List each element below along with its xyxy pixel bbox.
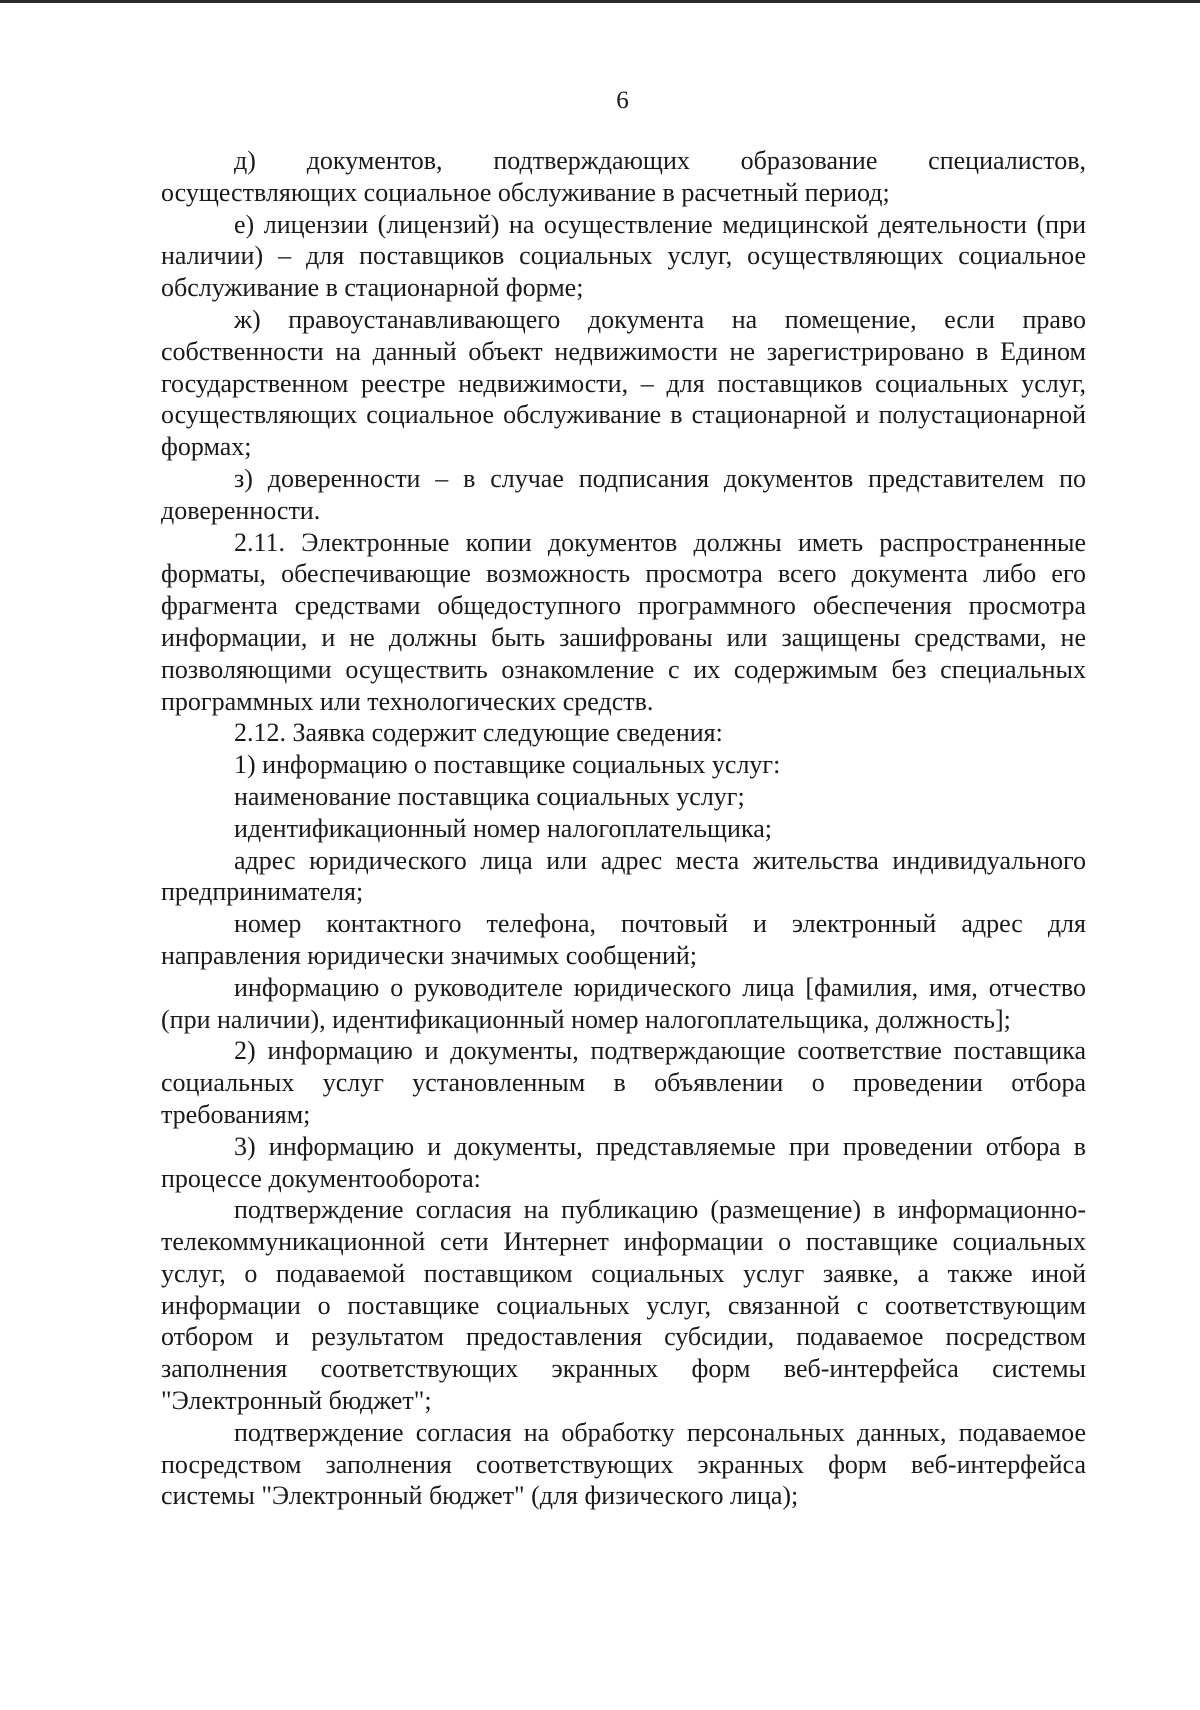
scan-top-edge <box>0 0 1200 3</box>
paragraph-list-1: 1) информацию о поставщике социальных услуг: <box>234 750 781 780</box>
paragraph-item-e: е) лицензии (лицензий) на осуществление медицинской деятельности (при наличии) – для поставщиков социальных услуг, осуществляющих социальное обслуживание в стационарной форме; <box>161 209 1086 303</box>
paragraph-provider-name: наименование поставщика социальных услуг; <box>234 781 745 811</box>
paragraph-contacts: номер контактного телефона, почтовый и электронный адрес для направления юридически значимых сообщений; <box>161 909 1086 970</box>
paragraph-clause-2-12: 2.12. Заявка содержит следующие сведения: <box>234 718 723 748</box>
paragraph-personal-data-consent: подтверждение согласия на обработку персональных данных, подаваемое посредством заполнения соответствующих экранных форм веб-интерфейса системы "Электронный бюджет" (для физического лица); <box>161 1417 1086 1511</box>
paragraph-head-info: информацию о руководителе юридического лица [фамилия, имя, отчество (при наличии), идентификационный номер налогоплательщика, должность]; <box>161 972 1086 1034</box>
paragraph-item-zh: ж) правоустанавливающего документа на помещение, если право собственности на данный объект недвижимости не зарегистрировано в Едином государственном реестре недвижимости, – для поставщиков социальных услуг, осуществляющих социальное обслуживание в стационарной и полустационарной формах; <box>161 304 1086 462</box>
paragraph-item-z: з) доверенности – в случае подписания документов представителем по доверенности. <box>161 463 1086 525</box>
paragraph-address: адрес юридического лица или адрес места жительства индивидуального предпринимателя; <box>161 845 1086 907</box>
paragraph-list-2: 2) информацию и документы, подтверждающие соответствие поставщика социальных услуг установленным в объявлении о проведении отбора требованиям; <box>161 1036 1086 1129</box>
paragraph-publication-consent: подтверждение согласия на публикацию (размещение) в информационно-телекоммуникационной сети Интернет информации о поставщике социальных услуг, о подаваемой поставщиком социальных услуг заявке, а также иной информации о поставщике социальных услуг, связанной с соответствующим отбором и результатом предоставления субсидии, подаваемое посредством заполнения соответствующих экранных форм веб-интерфейса системы "Электронный бюджет"; <box>161 1195 1086 1416</box>
paragraph-clause-2-11: 2.11. Электронные копии документов должны иметь распространенные форматы, обеспечивающие возможность просмотра всего документа либо его фрагмента средствами общедоступного программного обеспечения просмотра информации, и не должны быть зашифрованы или защищены средствами, не позволяющими осуществить ознакомление с их содержимым без специальных программных или технологических средств. <box>161 527 1086 716</box>
page-number: 6 <box>616 87 629 114</box>
document-body <box>161 145 1086 1512</box>
paragraph-item-d: д) документов, подтверждающих образование специалистов, осуществляющих социальное обслуживание в расчетный период; <box>161 146 1086 207</box>
paragraph-taxpayer-id: идентификационный номер налогоплательщика; <box>234 813 772 843</box>
paragraph-list-3: 3) информацию и документы, представляемые при проведении отбора в процессе документооборота: <box>161 1131 1086 1193</box>
